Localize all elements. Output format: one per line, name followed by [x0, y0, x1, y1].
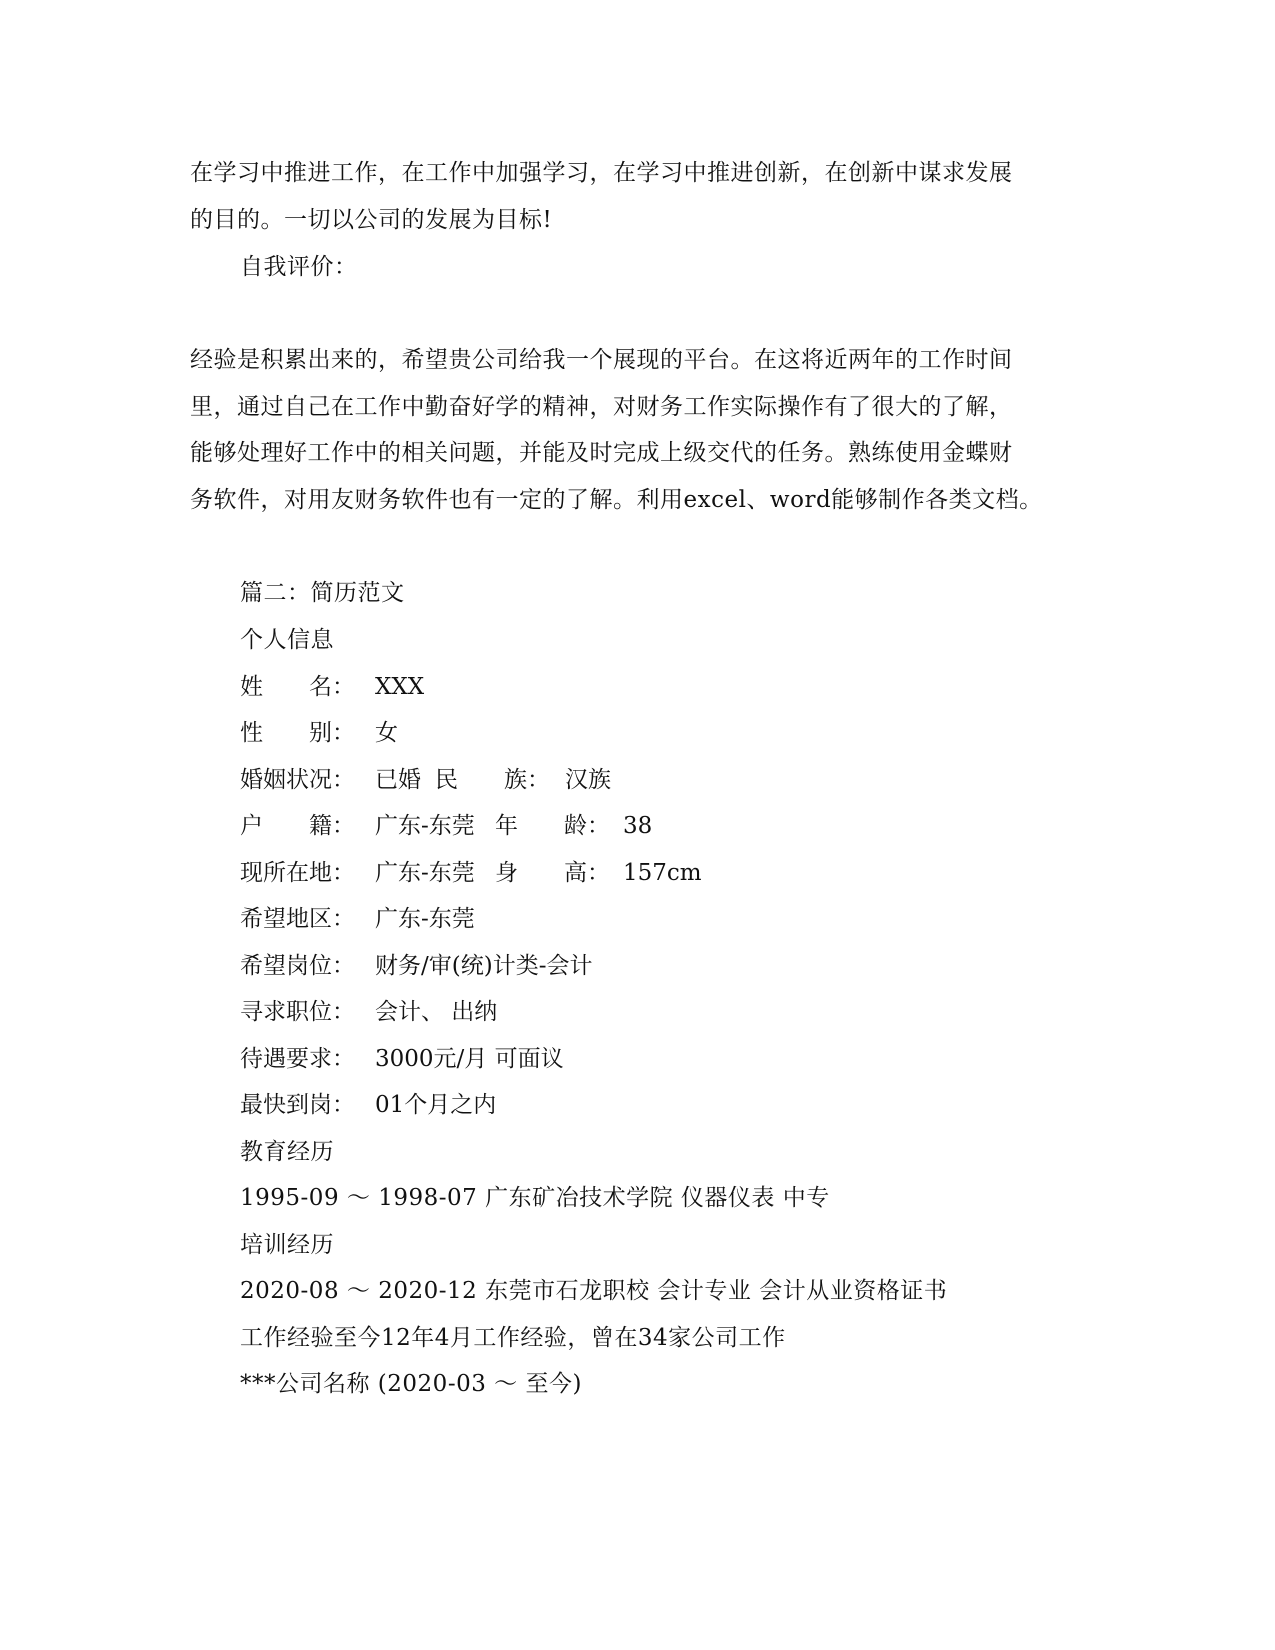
field-label: 现所在地：: [240, 860, 355, 886]
field-label: 身 高：: [495, 860, 610, 886]
field-label: 性 别：: [240, 720, 355, 746]
field-value: 女: [375, 720, 398, 746]
field-desired-area: [240, 904, 1040, 934]
field-label: 待遇要求：: [240, 1046, 355, 1072]
field-label: 希望地区：: [240, 906, 355, 932]
field-label: 希望岗位：: [240, 953, 355, 979]
field-salary: [240, 1044, 1040, 1074]
field-value: 01个月之内: [375, 1092, 497, 1118]
self-evaluation-heading: 自我评价：: [240, 254, 358, 280]
field-value: 广东-东莞: [375, 860, 475, 886]
field-label: 姓 名：: [240, 674, 355, 700]
field-desired-position: [240, 951, 1040, 981]
field-hukou-age: [240, 811, 1040, 841]
paragraph-line: 务软件，对用友财务软件也有一定的了解。利用excel、word能够制作各类文档。: [190, 487, 1043, 513]
personal-info-heading: 个人信息: [240, 627, 334, 653]
field-label: 户 籍：: [240, 813, 355, 839]
field-label: 民 族：: [435, 767, 550, 793]
paragraph-line: 经验是积累出来的，希望贵公司给我一个展现的平台。在这将近两年的工作时间: [190, 347, 1013, 373]
company-entry: ***公司名称 (2020-03 ～ 至今): [240, 1371, 582, 1397]
field-marital-ethnic: [240, 765, 1040, 795]
field-value: 3000元/月 可面议: [375, 1046, 564, 1072]
paragraph-line: 的目的。一切以公司的发展为目标!: [190, 207, 553, 233]
field-label: 婚姻状况：: [240, 767, 355, 793]
field-start-date: [240, 1090, 1040, 1120]
field-label: 寻求职位：: [240, 999, 355, 1025]
field-location-height: [240, 858, 1040, 888]
field-value: XXX: [375, 674, 425, 700]
work-summary: 工作经验至今12年4月工作经验，曾在34家公司工作: [240, 1325, 786, 1351]
field-value: 157cm: [623, 860, 702, 886]
field-name: [240, 672, 1040, 702]
field-label: 最快到岗：: [240, 1092, 355, 1118]
paragraph-line: 里，通过自己在工作中勤奋好学的精神，对财务工作实际操作有了很大的了解，: [190, 394, 1013, 420]
field-value: 会计、 出纳: [375, 999, 498, 1025]
field-label: 年 龄：: [495, 813, 610, 839]
field-value: 汉族: [565, 767, 611, 793]
training-entry: 2020-08 ～ 2020-12 东莞市石龙职校 会计专业 会计从业资格证书: [240, 1278, 948, 1304]
field-value: 已婚: [375, 767, 421, 793]
field-value: 广东-东莞: [375, 813, 475, 839]
education-heading: 教育经历: [240, 1139, 334, 1165]
training-heading: 培训经历: [240, 1232, 334, 1258]
field-value: 广东-东莞: [375, 906, 475, 932]
education-entry: 1995-09 ～ 1998-07 广东矿冶技术学院 仪器仪表 中专: [240, 1185, 830, 1211]
paragraph-line: 能够处理好工作中的相关问题，并能及时完成上级交代的任务。熟练使用金蝶财: [190, 440, 1013, 466]
section-title: 篇二：简历范文: [240, 580, 405, 606]
field-gender: [240, 718, 1040, 748]
paragraph-line: 在学习中推进工作，在工作中加强学习，在学习中推进创新，在创新中谋求发展: [190, 160, 1013, 186]
field-seeking: [240, 997, 1040, 1027]
field-value: 38: [623, 813, 653, 839]
field-value: 财务/审(统)计类-会计: [375, 953, 593, 979]
